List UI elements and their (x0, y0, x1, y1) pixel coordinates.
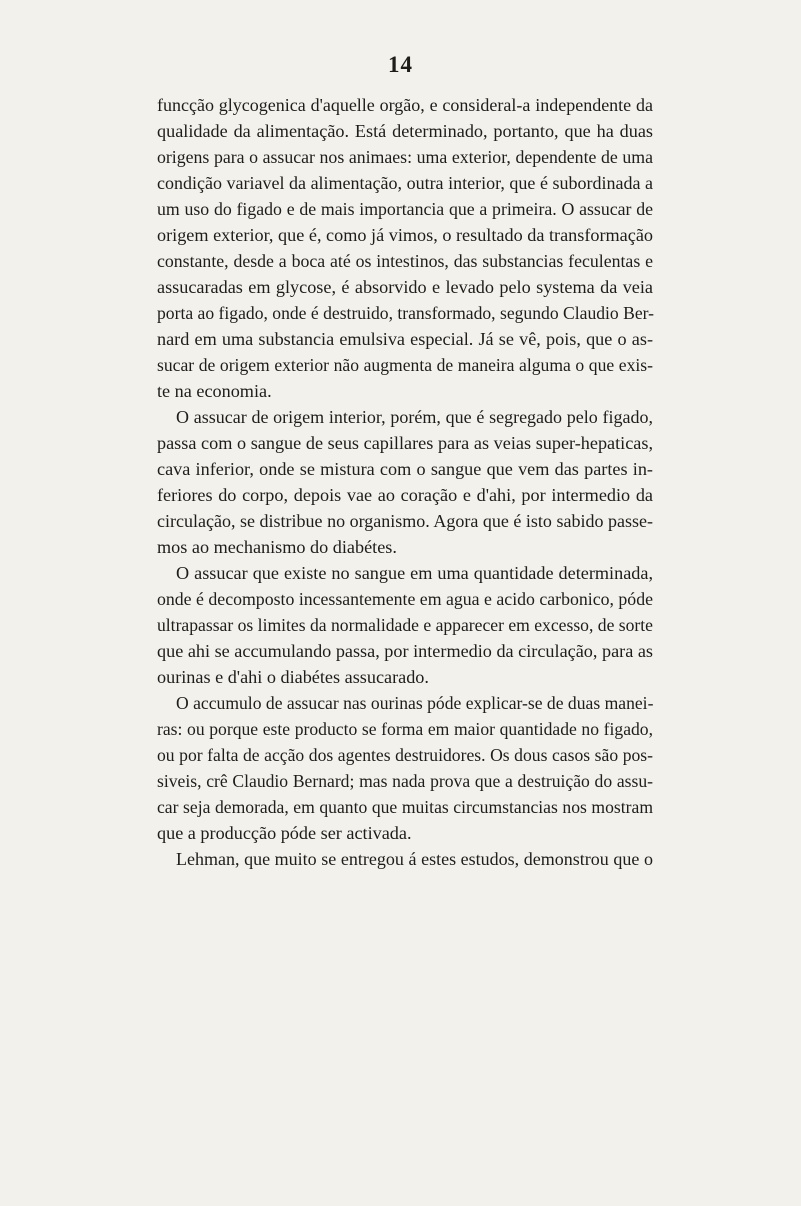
text-line: car seja demorada, em quanto que muitas circumstancias nos mostram (157, 797, 653, 817)
text-line: O assucar que existe no sangue em uma quantidade determinada, (176, 563, 653, 583)
text-line: constante, desde a boca até os intestinos, das substancias feculentas e (157, 251, 653, 271)
text-line: ras: ou porque este producto se forma em maior quantidade no figado, (157, 719, 653, 739)
text-line: circulação, se distribue no organismo. Agora que é isto sabido passe- (157, 511, 653, 531)
text-line: ourinas e d'ahi o diabétes assucarado. (157, 667, 429, 687)
text-line: Lehman, que muito se entregou á estes estudos, demonstrou que o (176, 849, 653, 869)
text-line: ultrapassar os limites da normalidade e apparecer em excesso, de sorte (157, 615, 653, 635)
text-line: O accumulo de assucar nas ourinas póde explicar-se de duas manei- (176, 693, 654, 713)
text-line: qualidade da alimentação. Está determinado, portanto, que ha duas (157, 121, 653, 141)
body-text (157, 92, 653, 872)
text-line: origens para o assucar nos animaes: uma exterior, dependente de uma (157, 147, 653, 167)
text-line: te na economia. (157, 381, 272, 401)
text-line: que a producção póde ser activada. (157, 823, 412, 843)
text-line: passa com o sangue de seus capillares para as veias super-hepaticas, (157, 433, 653, 453)
text-line: nard em uma substancia emulsiva especial. Já se vê, pois, que o as- (157, 329, 653, 349)
text-line: funcção glycogenica d'aquelle orgão, e consideral-a independente da (157, 95, 653, 115)
text-line: sucar de origem exterior não augmenta de maneira alguma o que exis- (157, 355, 653, 375)
text-line: feriores do corpo, depois vae ao coração e d'ahi, por intermedio da (157, 485, 653, 505)
text-line: onde é decomposto incessantemente em agua e acido carbonico, póde (157, 589, 653, 609)
text-line: cava inferior, onde se mistura com o sangue que vem das partes in- (157, 459, 653, 479)
text-line: O assucar de origem interior, porém, que é segregado pelo figado, (176, 407, 653, 427)
text-line: porta ao figado, onde é destruido, transformado, segundo Claudio Ber- (157, 303, 655, 323)
text-line: origem exterior, que é, como já vimos, o resultado da transformação (157, 225, 653, 245)
text-line: mos ao mechanismo do diabétes. (157, 537, 397, 557)
text-line: que ahi se accumulando passa, por intermedio da circulação, para as (157, 641, 653, 661)
text-line: condição variavel da alimentação, outra interior, que é subordinada a (157, 173, 653, 193)
text-line: assucaradas em glycose, é absorvido e levado pelo systema da veia (157, 277, 653, 297)
text-line: ou por falta de acção dos agentes destruidores. Os dous casos são pos- (157, 745, 653, 765)
page-number: 14 (388, 52, 413, 77)
text-line: siveis, crê Claudio Bernard; mas nada prova que a destruição do assu- (157, 771, 653, 791)
text-line: um uso do figado e de mais importancia que a primeira. O assucar de (157, 199, 653, 219)
